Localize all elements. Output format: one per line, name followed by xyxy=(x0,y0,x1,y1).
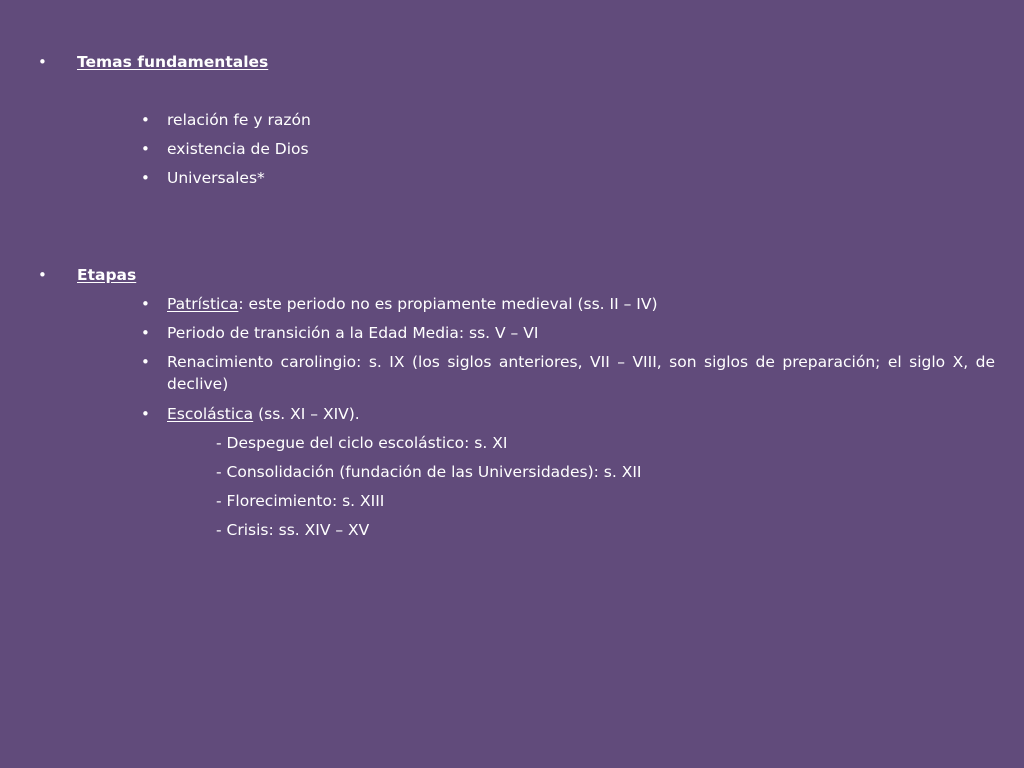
item-text: (ss. XI – XIV). xyxy=(253,405,360,423)
sub-item: - Consolidación (fundación de las Universidades): s. XII xyxy=(216,463,642,481)
bullet-icon: • xyxy=(141,324,150,342)
bullet-icon: • xyxy=(141,353,150,371)
item-text: : este periodo no es propiamente medieval (ss. II – IV) xyxy=(238,295,658,313)
list-item xyxy=(167,293,658,315)
bullet-icon: • xyxy=(141,140,150,158)
section-heading-etapas: Etapas xyxy=(77,266,137,284)
list-item: Universales* xyxy=(167,169,265,187)
underlined-term: Escolástica xyxy=(167,405,254,423)
list-item: Periodo de transición a la Edad Media: ss. V – VI xyxy=(167,324,539,342)
underlined-term: Patrística xyxy=(167,295,239,313)
section-heading-temas: Temas fundamentales xyxy=(77,53,269,71)
list-item: existencia de Dios xyxy=(167,140,309,158)
bullet-icon: • xyxy=(141,111,150,129)
sub-item: - Despegue del ciclo escolástico: s. XI xyxy=(216,434,508,452)
sub-item: - Florecimiento: s. XIII xyxy=(216,492,385,510)
bullet-icon: • xyxy=(141,169,150,187)
list-item: Renacimiento carolingio: s. IX (los siglos anteriores, VII – VIII, son siglos de preparación; el siglo X, de declive) xyxy=(167,353,995,393)
bullet-icon: • xyxy=(141,295,150,313)
list-item: relación fe y razón xyxy=(167,111,311,129)
bullet-icon: • xyxy=(141,405,150,423)
bullet-icon: • xyxy=(38,53,47,71)
bullet-icon: • xyxy=(38,266,47,284)
sub-item: - Crisis: ss. XIV – XV xyxy=(216,521,370,539)
list-item xyxy=(167,403,360,425)
